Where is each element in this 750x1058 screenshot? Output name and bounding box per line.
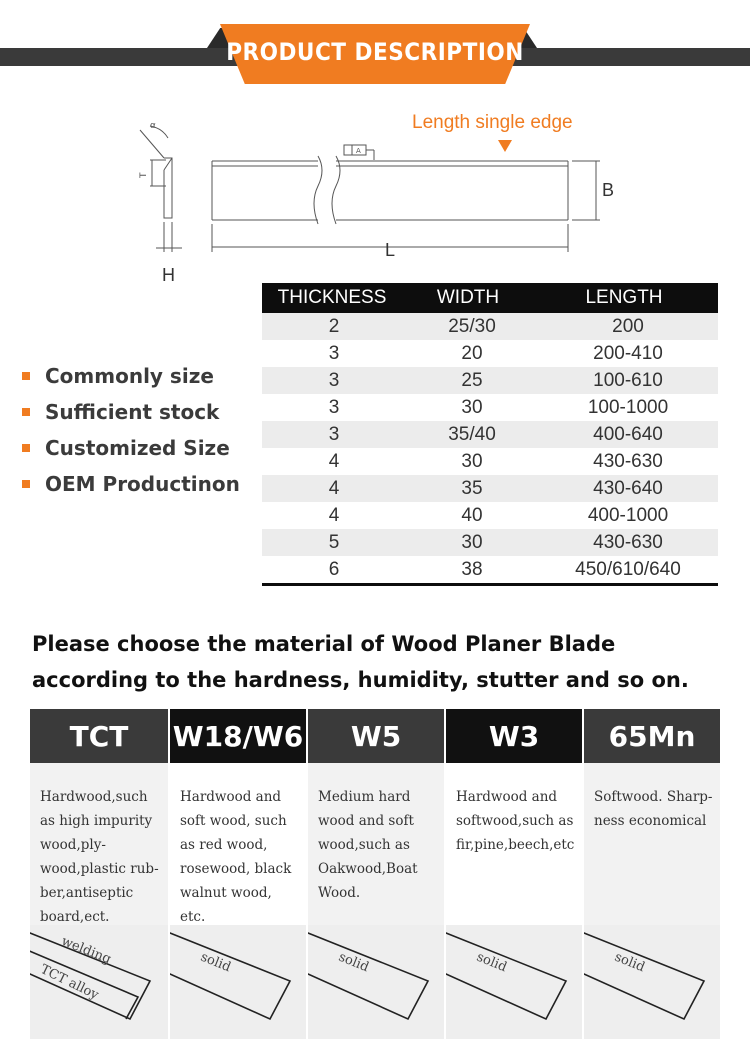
material-column [582,709,720,1039]
blade-section-label: welding [59,933,114,968]
table-row [262,475,718,502]
material-name: W5 [308,709,444,763]
table-bottom-rule [262,583,718,586]
feature-item [22,358,240,394]
description-line: wood,ply- [40,837,106,853]
blade-section-drawing [170,925,306,1039]
feature-item [22,394,240,430]
cell-length: 400-640 [593,423,663,445]
dim-h-label: H [162,265,175,285]
cell-thickness: 5 [328,531,340,553]
cell-width: 25 [461,369,483,391]
cell-width: 25/30 [448,315,496,337]
blade-section-drawing [584,925,720,1039]
cell-width: 20 [461,342,483,364]
description-line: wood,plastic rub- [40,861,159,877]
blade-diagram [0,100,750,290]
page-title: PRODUCT DESCRIPTION [226,38,524,66]
feature-list [22,358,240,502]
material-name: 65Mn [584,709,720,763]
material-description [30,763,168,925]
blade-section-drawing [30,925,168,1039]
description-line: wood,such as [318,837,410,853]
dim-l-label: L [385,240,396,260]
dim-b-label: B [602,180,615,200]
table-row [262,394,718,421]
table-row [262,502,718,529]
blade-section-label: TCT alloy [37,962,101,1003]
bullet-square-icon [22,444,30,452]
materials-grid [30,709,720,1039]
cell-length: 430-630 [593,531,663,553]
blade-section-label: solid [198,949,233,976]
description-line: board,ect. [40,909,110,925]
cell-thickness: 2 [328,315,340,337]
blade-section-label: solid [612,949,647,976]
description-line: Medium hard [318,789,411,805]
cell-width: 30 [461,531,483,553]
bullet-square-icon [22,372,30,380]
cell-thickness: 3 [328,342,340,364]
header-thickness: THICKNESS [277,287,387,308]
blade-section-drawing [446,925,582,1039]
material-description [308,763,444,925]
blade-section-drawing [308,925,444,1039]
material-intro [32,626,689,698]
blade-section-icon [584,925,720,1039]
intro-line-1: Please choose the material of Wood Planer Blade [32,632,616,656]
spec-table [262,283,718,586]
description-line: as high impurity [40,813,153,829]
description-line: ness economical [594,813,707,829]
length-single-edge-label: Length single edge [412,112,573,133]
cell-thickness: 3 [328,396,340,418]
cell-length: 430-640 [593,477,663,499]
feature-label: OEM Productinon [45,472,240,496]
blade-section-icon [308,925,444,1039]
blade-front-view [212,145,600,252]
description-line: soft wood, such [180,813,287,829]
table-row [262,529,718,556]
material-description [584,763,720,925]
feature-label: Commonly size [45,364,214,388]
material-column [444,709,582,1039]
cell-width: 40 [461,504,483,526]
cell-length: 200-410 [593,342,663,364]
table-header [262,283,718,313]
feature-label: Customized Size [45,436,230,460]
cell-width: 30 [461,396,483,418]
intro-line-2: according to the hardness, humidity, stutter and so on. [32,668,689,692]
blade-section-label: solid [474,949,509,976]
description-line: Wood. [318,885,361,901]
length-arrow-icon [498,140,512,152]
description-line: Oakwood,Boat [318,861,418,877]
cell-thickness: 4 [328,450,340,472]
material-name: W3 [446,709,582,763]
cell-thickness: 3 [328,423,340,445]
description-line: ber,antiseptic [40,885,134,901]
table-row [262,421,718,448]
blade-side-profile [140,126,182,252]
cell-width: 38 [461,558,483,580]
bullet-square-icon [22,408,30,416]
feature-item [22,466,240,502]
cell-thickness: 4 [328,477,340,499]
cell-width: 35 [461,477,483,499]
cell-thickness: 6 [328,558,340,580]
table-row [262,367,718,394]
material-column [306,709,444,1039]
cell-length: 430-630 [593,450,663,472]
cell-length: 400-1000 [587,504,669,526]
description-line: as red wood, [180,837,268,853]
cell-width: 30 [461,450,483,472]
cell-width: 35/40 [448,423,496,445]
material-column [30,709,168,1039]
table-row [262,556,718,583]
cell-thickness: 3 [328,369,340,391]
description-line: fir,pine,beech,etc [456,837,575,853]
cell-thickness: 4 [328,504,340,526]
description-line: Hardwood and [180,789,282,805]
bullet-square-icon [22,480,30,488]
table-row [262,313,718,340]
description-line: Hardwood,such [40,789,148,805]
description-line: Hardwood and [456,789,558,805]
cell-length: 100-610 [593,369,663,391]
description-line: Softwood. Sharp- [594,789,713,805]
table-body [262,313,718,583]
material-description [446,763,582,925]
material-description [170,763,306,925]
description-line: softwood,such as [456,813,574,829]
header-length: LENGTH [585,287,663,308]
description-line: rosewood, black [180,861,292,877]
header-width: WIDTH [436,287,500,308]
feature-item [22,430,240,466]
cell-length: 200 [612,315,644,337]
dim-t-label: T [139,172,149,178]
blade-section-icon [446,925,582,1039]
blade-section-label: solid [336,949,371,976]
description-line: wood and soft [318,813,414,829]
cell-length: 100-1000 [587,396,669,418]
material-name: W18/W6 [170,709,306,763]
material-column [168,709,306,1039]
dim-alpha-label: α [150,121,156,131]
table-row [262,448,718,475]
cell-length: 450/610/640 [575,558,681,580]
blade-section-icon [170,925,306,1039]
material-name: TCT [30,709,168,763]
dim-a-label: A [356,147,361,155]
description-line: walnut wood, etc. [180,885,272,925]
feature-label: Sufficient stock [45,400,220,424]
table-row [262,340,718,367]
